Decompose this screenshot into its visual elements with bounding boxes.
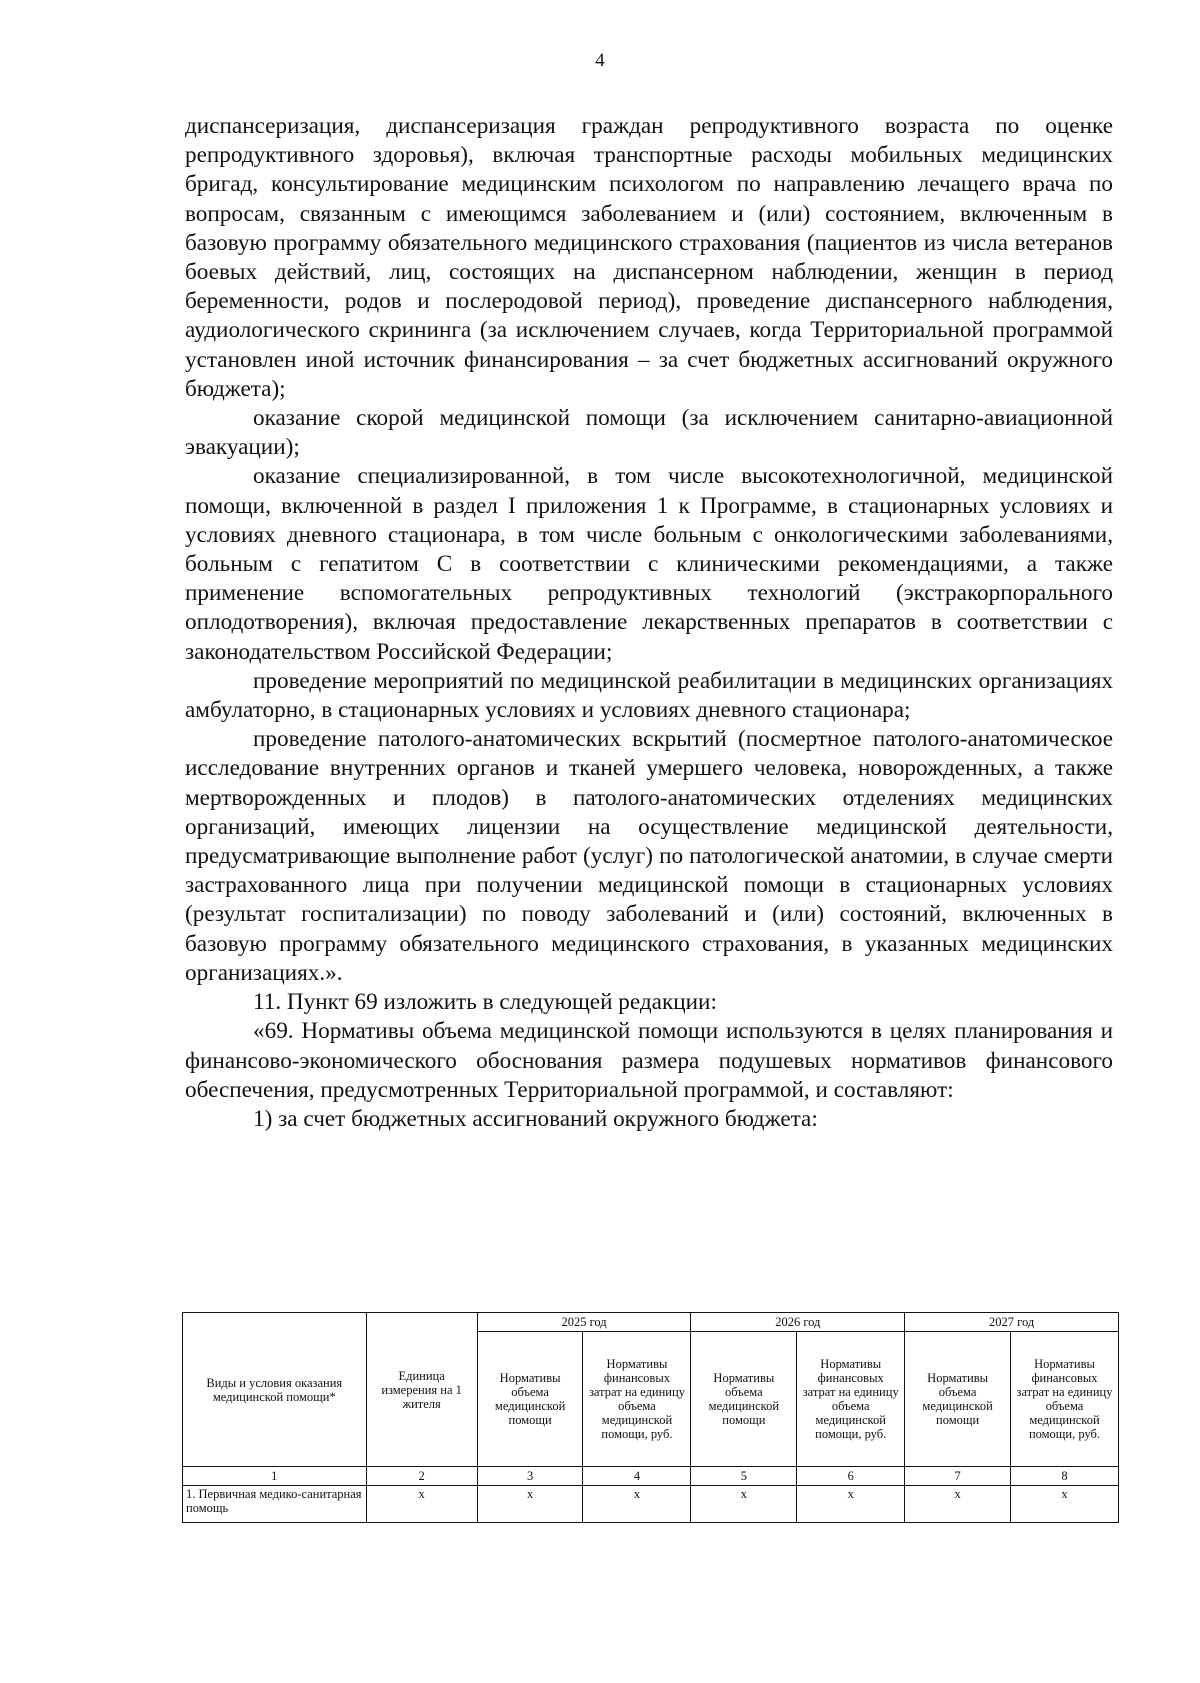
header-year-2026: 2026 год <box>691 1313 905 1332</box>
column-number: 7 <box>905 1467 1011 1486</box>
table-cell: x <box>1010 1486 1118 1523</box>
header-unit: Единица измерения на 1 жителя <box>366 1313 477 1467</box>
norms-table-wrap <box>182 1312 1119 1523</box>
header-cost-2026: Нормативы финансовых затрат на единицу объема медицинской помощи, руб. <box>797 1332 905 1467</box>
column-number: 6 <box>797 1467 905 1486</box>
header-volume-2025: Нормативы объема медицинской помощи <box>477 1332 583 1467</box>
paragraph-6: 11. Пункт 69 изложить в следующей редакции: <box>253 989 717 1016</box>
header-year-2027: 2027 год <box>905 1313 1119 1332</box>
column-number: 2 <box>366 1467 477 1486</box>
norms-table <box>182 1312 1119 1523</box>
header-cost-2025: Нормативы финансовых затрат на единицу объема медицинской помощи, руб. <box>583 1332 691 1467</box>
header-volume-2027: Нормативы объема медицинской помощи <box>905 1332 1011 1467</box>
header-volume-2026: Нормативы объема медицинской помощи <box>691 1332 797 1467</box>
table-cell: x <box>477 1486 583 1523</box>
header-cost-2027: Нормативы финансовых затрат на единицу объема медицинской помощи, руб. <box>1010 1332 1118 1467</box>
table-row <box>183 1486 1119 1523</box>
table-header-years-row <box>183 1313 1119 1332</box>
paragraph-3: оказание специализированной, в том числе высокотехнологичной, медицинской помощи, включенной в раздел I приложения 1 к Программе, в стационарных условиях и условиях дневного стационара, в том числе больным с онкологическими заболеваниями, больным с гепатитом С в соответствии с клиническими рекомендациями, а также применение вспомогательных репродуктивных технологий (экстракорпорального оплодотворения), включая предоставление лекарственных препаратов в соответствии с законодательством Российской Федерации; <box>185 463 1113 665</box>
row-label: 1. Первичная медико-санитарная помощь <box>183 1486 367 1523</box>
table-cell: x <box>691 1486 797 1523</box>
page-number: 4 <box>595 50 605 71</box>
paragraph-7: «69. Нормативы объема медицинской помощи используются в целях планирования и финансово-экономического обоснования размера подушевых нормативов финансового обеспечения, предусмотренных Территориальной программой, и составляют: <box>185 1018 1113 1103</box>
column-number: 3 <box>477 1467 583 1486</box>
paragraph-2: оказание скорой медицинской помощи (за исключением санитарно-авиационной эвакуации); <box>185 405 1113 461</box>
table-cell: x <box>366 1486 477 1523</box>
paragraph-8: 1) за счет бюджетных ассигнований окружного бюджета: <box>253 1105 818 1132</box>
table-cell: x <box>905 1486 1011 1523</box>
body-text <box>185 112 1113 1134</box>
paragraph-1: диспансеризация, диспансеризация граждан репродуктивного возраста по оценке репродуктивного здоровья), включая транспортные расходы мобильных медицинских бригад, консультирование медицинским психологом по направлению лечащего врача по вопросам, связанным с имеющимся заболеванием и (или) состоянием, включенным в базовую программу обязательного медицинского страхования (пациентов из числа ветеранов боевых действий, лиц, состоящих на диспансерном наблюдении, женщин в период беременности, родов и послеродовой период), проведение диспансерного наблюдения, аудиологического скрининга (за исключением случаев, когда Территориальной программой установлен иной источник финансирования – за счет бюджетных ассигнований окружного бюджета); <box>185 113 1113 402</box>
column-number: 1 <box>183 1467 367 1486</box>
column-number: 5 <box>691 1467 797 1486</box>
table-cell: x <box>797 1486 905 1523</box>
paragraph-4: проведение мероприятий по медицинской реабилитации в медицинских организациях амбулаторно, в стационарных условиях и условиях дневного стационара; <box>185 667 1113 724</box>
header-kind: Виды и условия оказания медицинской помощи* <box>183 1313 367 1467</box>
header-year-2025: 2025 год <box>477 1313 691 1332</box>
paragraph-5: проведение патолого-анатомических вскрытий (посмертное патолого-анатомическое исследование внутренних органов и тканей умершего человека, новорожденных, а также мертворожденных и плодов) в патолого-анатомических отделениях медицинских организаций, имеющих лицензии на осуществление медицинской деятельности, предусматривающие выполнение работ (услуг) по патологической анатомии, в случае смерти застрахованного лица при получении медицинской помощи в стационарных условиях (результат госпитализации) по поводу заболеваний и (или) состояний, включенных в базовую программу обязательного медицинского страхования, в указанных медицинских организациях.». <box>185 726 1113 986</box>
column-number: 4 <box>583 1467 691 1486</box>
table-column-numbers-row <box>183 1467 1119 1486</box>
table-cell: x <box>583 1486 691 1523</box>
column-number: 8 <box>1010 1467 1118 1486</box>
